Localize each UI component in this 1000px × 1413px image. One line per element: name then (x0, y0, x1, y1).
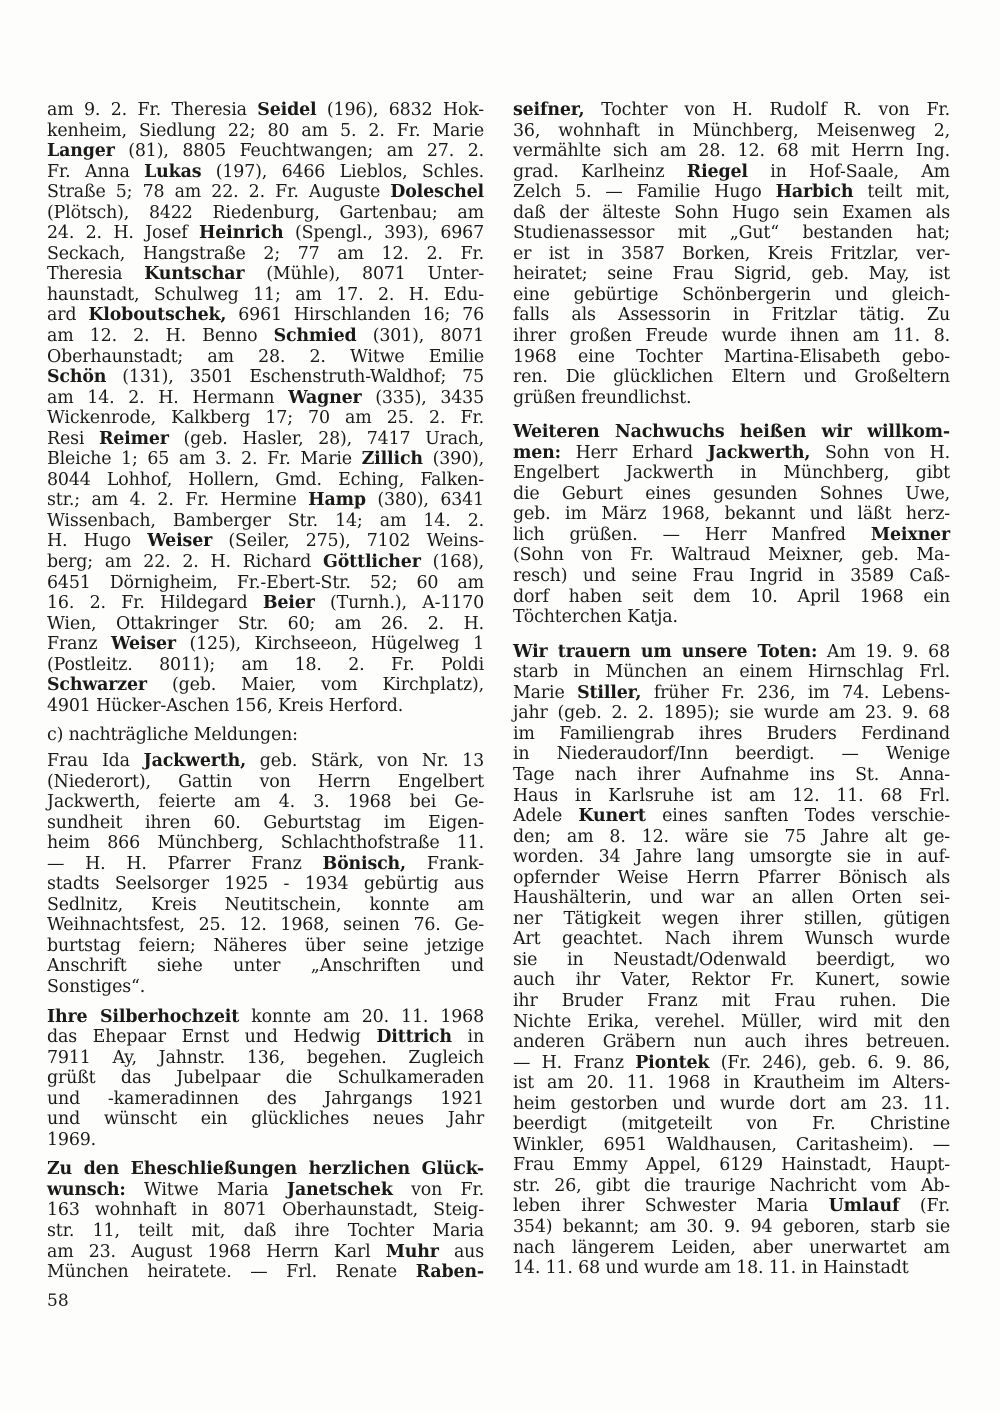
bold-name: wunsch: (47, 1179, 126, 1200)
text-run: 1969. (47, 1129, 97, 1150)
bold-name: Schön (47, 367, 107, 388)
text-line (513, 326, 950, 347)
text-line (513, 1196, 950, 1217)
text-run: sundheit ihren 60. Geburtstag im Eigen- (47, 812, 484, 833)
text-line (47, 388, 484, 409)
text-run: Sedlnitz, Kreis Neutitschein, konnte am (47, 894, 484, 915)
text-run: (geb. Maier, vom Kirchplatz), (146, 675, 484, 696)
text-run: 7911 Ay, Jahnstr. 136, begehen. Zugleich (47, 1047, 484, 1068)
text-run: anderen Gräbern nun auch ihres betreuen. (513, 1032, 950, 1053)
text-run: — H. H. Pfarrer Franz (47, 853, 323, 874)
text-run: Sonstiges“. (47, 976, 146, 997)
text-run: Frau Emmy Appel, 6129 Hainstadt, Haupt- (513, 1155, 950, 1176)
text-line (47, 162, 484, 183)
text-run: grad. Karlheinz (513, 161, 687, 182)
text-line (47, 1027, 484, 1048)
text-run: Jackwerth, feierte am 4. 3. 1968 bei Ge- (47, 792, 484, 813)
text-run: in Niederaudorf/Inn beerdigt. — Wenige (513, 744, 950, 765)
text-line (513, 162, 950, 183)
text-line (47, 936, 484, 957)
text-line (47, 573, 484, 594)
bold-name: Schwarzer (47, 675, 147, 696)
text-run: Art geachtet. Nach ihrem Wunsch wurde (513, 929, 950, 950)
text-line (513, 703, 950, 724)
text-line (47, 977, 484, 998)
text-run: von Fr. (392, 1179, 484, 1200)
text-run: Resi (47, 428, 99, 449)
text-line (47, 1159, 484, 1180)
text-run: (196), 6832 Hok- (316, 100, 485, 120)
bold-name: Bönisch, (322, 853, 406, 874)
text-run: beerdigt (mitgeteilt von Fr. Christine (513, 1114, 950, 1135)
text-run: am 23. August 1968 Herrn Karl (47, 1241, 386, 1262)
text-run: den; am 8. 12. wäre sie 75 Jahre alt ge- (513, 826, 950, 847)
text-line (513, 264, 950, 285)
bold-name: Schmied (273, 326, 357, 347)
bold-name: Hamp (308, 490, 366, 511)
text-run: — H. Franz (513, 1052, 636, 1073)
silver-wedding-paragraph (47, 1007, 484, 1151)
text-run: auch ihr Vater, Rektor Fr. Kunert, sowie (513, 970, 950, 991)
text-line (513, 545, 950, 566)
text-line (47, 223, 484, 244)
bold-name: Beier (262, 593, 315, 614)
text-line (47, 1242, 484, 1263)
text-run: (301), 8071 (356, 326, 484, 347)
text-run: heim gestorben und wurde dort am 23. 11. (513, 1093, 950, 1114)
text-line (513, 868, 950, 889)
text-run: Fr. Anna (47, 161, 145, 182)
text-line (47, 470, 484, 491)
text-run: vermählte sich am 28. 12. 68 mit Herrn Ing. (513, 141, 950, 162)
text-line (47, 1109, 484, 1130)
text-line (513, 1094, 950, 1115)
text-line (513, 484, 950, 505)
text-line (513, 662, 950, 683)
text-line (47, 264, 484, 285)
bold-name: Zu den Eheschließungen herzlichen Glück- (47, 1159, 484, 1180)
text-run: grüßen freundlichst. (513, 387, 692, 408)
text-run: (Mühle), 8071 Unter- (244, 264, 484, 285)
text-run: in (451, 1027, 484, 1048)
late-reports-paragraph (47, 751, 484, 998)
text-line (513, 607, 950, 628)
text-line (513, 929, 950, 950)
bold-name: Meixner (870, 524, 950, 545)
text-run: heim 866 Münchberg, Schlachthofstraße 11. (47, 833, 484, 854)
text-run: Theresia (47, 264, 145, 285)
text-run: teilt mit, (853, 182, 950, 203)
left-column (47, 100, 484, 1283)
text-line (47, 956, 484, 977)
text-run: (Spengl., 393), 6967 (283, 223, 484, 244)
text-line (47, 1221, 484, 1242)
text-run: ren. Die glücklichen Eltern und Großeltern (513, 367, 950, 388)
text-line (47, 244, 484, 265)
text-run: ner Tätigkeit wegen ihrer stillen, gütigen (513, 908, 950, 929)
text-run: jahr (geb. 2. 2. 1895); sie wurde am 23. 9. 68 (513, 703, 950, 724)
text-run: Marie (513, 682, 578, 703)
text-run: (197), 6466 Lieblos, Schles. (201, 161, 484, 182)
text-line (513, 744, 950, 765)
text-line (47, 772, 484, 793)
text-line (513, 1114, 950, 1135)
text-run: dorf haben seit dem 10. April 1968 ein (513, 586, 950, 607)
bold-name: Kunert (578, 806, 646, 827)
text-run: H. Hugo (47, 531, 148, 552)
text-run: Adele (513, 806, 579, 827)
text-line (513, 786, 950, 807)
births-paragraph (513, 422, 950, 627)
text-run: grüßt das Jubelpaar die Schulkameraden (47, 1068, 484, 1089)
bold-name: Weiser (110, 634, 176, 655)
text-run: Bleiche 1; 65 am 3. 2. Fr. Marie (47, 449, 362, 470)
text-run: 36, wohnhaft in Münchberg, Meisenweg 2, (513, 120, 950, 141)
bold-name: Göttlicher (323, 552, 421, 573)
text-run: Herr Erhard (560, 442, 708, 463)
text-run: Straße 5; 78 am 22. 2. Fr. Auguste (47, 182, 391, 203)
text-run: im Familiengrab ihres Bruders Ferdinand (513, 723, 950, 744)
page-number: 58 (47, 1291, 69, 1311)
text-line (513, 1012, 950, 1033)
text-line (47, 367, 484, 388)
text-run: (Postleitz. 8011); am 18. 2. Fr. Poldi (47, 654, 484, 675)
text-line (47, 203, 484, 224)
text-line (47, 347, 484, 368)
text-line (513, 888, 950, 909)
bold-name: Wir trauern um unsere Toten: (513, 641, 818, 662)
text-run: am 12. 2. H. Benno (47, 326, 274, 347)
text-run: aus (438, 1241, 485, 1262)
text-line (47, 634, 484, 655)
text-line (47, 141, 484, 162)
text-line (513, 642, 950, 663)
text-run: Witwe Maria (125, 1179, 287, 1200)
obituaries-paragraph (513, 642, 950, 1279)
text-run: starb in München an einem Hirnschlag Frl. (513, 662, 950, 683)
birthdays-continued-paragraph (47, 100, 484, 716)
text-run: Nichte Erika, verehel. Müller, wird mit den (513, 1011, 950, 1032)
text-line (513, 504, 950, 525)
text-line (513, 1176, 950, 1197)
late-reports-heading: c) nachträgliche Meldungen: (47, 725, 298, 746)
bold-name: Wagner (288, 387, 362, 408)
text-run: eines sanften Todes verschie- (645, 806, 950, 827)
text-line (513, 683, 950, 704)
text-run: München heiratete. — Frl. Renate (47, 1262, 416, 1283)
text-run: 14. 11. 68 und wurde am 18. 11. in Hainstadt (513, 1258, 909, 1279)
text-run: ihr Bruder Franz mit Frau ruhen. Die (513, 990, 950, 1011)
text-run: (Fr. (899, 1196, 950, 1217)
text-run: resch) und seine Frau Ingrid in 3589 Caß- (513, 566, 950, 587)
text-line (47, 121, 484, 142)
text-run: am 14. 2. H. Hermann (47, 387, 289, 408)
text-run: konnte am 20. 11. 1968 (239, 1006, 484, 1027)
text-line (513, 587, 950, 608)
bold-name: Muhr (385, 1241, 439, 1262)
text-line (47, 874, 484, 895)
text-run: (81), 8805 Feuchtwangen; am 27. 2. (114, 141, 484, 162)
text-run: Oberhaunstadt; am 28. 2. Witwe Emilie (47, 346, 484, 367)
bold-name: Jackwerth, (707, 442, 811, 463)
text-line (513, 367, 950, 388)
text-run: leben ihrer Schwester Maria (513, 1196, 829, 1217)
bold-name: Kuntschar (144, 264, 245, 285)
text-run: (Fr. 246), geb. 6. 9. 86, (709, 1052, 950, 1073)
text-line (47, 490, 484, 511)
text-line (513, 1155, 950, 1176)
text-run: 1968 eine Tochter Martina-Elisabeth gebo- (513, 346, 950, 367)
text-line (47, 408, 484, 429)
text-run: berg; am 22. 2. H. Richard (47, 552, 324, 573)
text-line (513, 765, 950, 786)
text-run: str. 26, gibt die traurige Nachricht vom Ab- (513, 1175, 950, 1196)
bold-name: Langer (47, 141, 115, 162)
text-line (513, 806, 950, 827)
bold-name: Riegel (686, 161, 748, 182)
text-line (47, 531, 484, 552)
text-run: 16. 2. Fr. Hildegard (47, 593, 263, 614)
text-line (513, 285, 950, 306)
text-run: nach längerem Leiden, aber unerwartet am (513, 1237, 950, 1258)
bold-name: Stiller, (577, 682, 642, 703)
text-run: die Geburt eines gesunden Sohnes Uwe, (513, 483, 950, 504)
text-line (513, 100, 950, 121)
text-run: Frank- (405, 853, 484, 874)
text-run: ihrer großen Freude wurde ihnen am 11. 8. (513, 326, 950, 347)
text-line (513, 1032, 950, 1053)
text-run: früher Fr. 236, im 74. Lebens- (641, 682, 950, 703)
text-line (513, 1258, 950, 1279)
text-line (513, 244, 950, 265)
text-run: ard (47, 305, 89, 326)
text-run: und wünscht ein glückliches neues Jahr (47, 1109, 484, 1130)
text-run: 354) bekannt; am 30. 9. 94 geboren, starb sie (513, 1216, 950, 1237)
bold-name: Lukas (144, 161, 202, 182)
text-line (47, 1262, 484, 1283)
text-run: 163 wohnhaft in 8071 Oberhaunstadt, Steig- (47, 1200, 484, 1221)
text-run: Frau Ida (47, 750, 144, 771)
text-line (47, 1130, 484, 1151)
text-line (513, 1073, 950, 1094)
text-run: Wien, Ottakringer Str. 60; am 26. 2. H. (47, 613, 484, 634)
text-run: falls als Assessorin in Fritzlar tätig. Zu (513, 305, 950, 326)
bold-name: Harbich (775, 182, 854, 203)
bold-name: Dittrich (376, 1027, 452, 1048)
text-run: Zelch 5. — Familie Hugo (513, 182, 776, 203)
text-line (513, 525, 950, 546)
text-run: heiratet; seine Frau Sigrid, geb. May, ist (513, 264, 950, 285)
text-run: Haus in Karlsruhe ist am 12. 11. 68 Frl. (513, 785, 950, 806)
text-line (513, 121, 950, 142)
text-run: 6961 Hirschlanden 16; 76 (226, 305, 484, 326)
text-run: str.; am 4. 2. Fr. Hermine (47, 490, 309, 511)
text-run: daß der älteste Sohn Hugo sein Examen als (513, 202, 950, 223)
text-line (47, 895, 484, 916)
text-run: geb. Stärk, von Nr. 13 (246, 750, 484, 771)
text-run: Tochter von H. Rudolf R. von Fr. (584, 100, 950, 120)
text-line (47, 833, 484, 854)
text-run: (Niederort), Gattin von Herrn Engelbert (47, 771, 484, 792)
text-line (513, 991, 950, 1012)
text-run: Studienassessor mit „Gut“ bestanden hat; (513, 223, 950, 244)
text-line (47, 1200, 484, 1221)
text-line (47, 511, 484, 532)
text-run: Töchterchen Katja. (513, 607, 678, 628)
bold-name: Piontek (635, 1052, 710, 1073)
text-line (47, 675, 484, 696)
text-line (47, 792, 484, 813)
text-line (513, 847, 950, 868)
text-line (513, 347, 950, 368)
text-line (513, 1135, 950, 1156)
text-run: Franz (47, 634, 111, 655)
text-line (513, 909, 950, 930)
text-line (47, 429, 484, 450)
text-run: am 9. 2. Fr. Theresia (47, 100, 258, 120)
text-line (47, 1068, 484, 1089)
text-line (47, 854, 484, 875)
text-run: stadts Seelsorger 1925 - 1934 gebürtig aus (47, 874, 484, 895)
bold-name: men: (513, 442, 561, 463)
bold-name: seifner, (513, 100, 585, 120)
text-run: Seckach, Hangstraße 2; 77 am 12. 2. Fr. (47, 243, 484, 264)
text-run: (125), Kirchseeon, Hügelweg 1 (175, 634, 484, 655)
text-line (513, 141, 950, 162)
text-line (513, 970, 950, 991)
text-line (513, 182, 950, 203)
text-run: in Hof-Saale, Am (747, 161, 950, 182)
text-line (47, 449, 484, 470)
text-line (513, 223, 950, 244)
bold-name: Janetschek (286, 1179, 393, 1200)
text-line (47, 100, 484, 121)
text-run: opfernder Weise Herrn Pfarrer Bönisch als (513, 867, 950, 888)
text-run: und -kameradinnen des Jahrgangs 1921 (47, 1088, 484, 1109)
bold-name: Raben- (415, 1262, 484, 1283)
text-line (513, 1053, 950, 1074)
text-line (513, 827, 950, 848)
text-run: sie in Neustadt/Odenwald beerdigt, wo (513, 949, 950, 970)
text-run: Weihnachtsfest, 25. 12. 1968, seinen 76. Ge- (47, 915, 484, 936)
text-line (513, 463, 950, 484)
bold-name: Doleschel (390, 182, 484, 203)
text-run: das Ehepaar Ernst und Hedwig (47, 1027, 377, 1048)
text-line (513, 1217, 950, 1238)
text-run: (380), 6341 (365, 490, 484, 511)
text-line (47, 813, 484, 834)
text-line (47, 696, 484, 717)
bold-name: Weiteren Nachwuchs heißen wir willkom- (513, 422, 950, 443)
text-line (47, 915, 484, 936)
bold-name: Zillich (361, 449, 423, 470)
text-run: worden. 34 Jahre lang umsorgte sie in auf- (513, 847, 950, 868)
text-line (513, 305, 950, 326)
text-line (513, 388, 950, 409)
text-run: (168), (420, 552, 484, 573)
text-run: eine gebürtige Schönbergerin und gleich- (513, 284, 950, 305)
text-line (513, 443, 950, 464)
text-run: str. 11, teilt mit, daß ihre Tochter Maria (47, 1220, 484, 1241)
text-line (47, 614, 484, 635)
bold-name: Umlauf (828, 1196, 900, 1217)
marriages-paragraph (47, 1159, 484, 1282)
text-line (47, 1007, 484, 1028)
text-run: Haushälterin, und war an allen Orten sei- (513, 888, 950, 909)
text-run: Sohn von H. (810, 442, 950, 463)
text-run: lich grüßen. — Herr Manfred (513, 524, 871, 545)
text-run: (Turnh.), A-1170 (314, 593, 484, 614)
text-run: (390), (422, 449, 484, 470)
bold-name: Jackwerth, (143, 750, 247, 771)
text-run: Wissenbach, Bamberger Str. 14; am 14. 2. (47, 510, 484, 531)
text-run: (Sohn von Fr. Waltraud Meixner, geb. Ma- (513, 545, 950, 566)
text-run: (Plötsch), 8422 Riedenburg, Gartenbau; am (47, 202, 484, 223)
bold-name: Reimer (98, 428, 169, 449)
text-line (513, 203, 950, 224)
text-line (513, 1238, 950, 1259)
text-line (513, 422, 950, 443)
right-column (513, 100, 950, 1279)
text-line (47, 1089, 484, 1110)
text-run: 24. 2. H. Josef (47, 223, 199, 244)
marriages-continued-paragraph (513, 100, 950, 408)
text-line (47, 305, 484, 326)
bold-name: Seidel (257, 100, 317, 120)
text-run: geb. im März 1968, bekannt und läßt herz- (513, 504, 950, 525)
text-line (47, 285, 484, 306)
text-line (513, 950, 950, 971)
text-line (47, 1180, 484, 1201)
text-line (47, 1048, 484, 1069)
text-line (47, 593, 484, 614)
bold-name: Weiser (147, 531, 213, 552)
text-line (47, 751, 484, 772)
text-run: kenheim, Siedlung 22; 80 am 5. 2. Fr. Marie (47, 120, 484, 141)
bold-name: Kloboutschek, (88, 305, 227, 326)
text-run: Winkler, 6951 Waldhausen, Caritasheim). — (513, 1134, 950, 1155)
text-run: (geb. Hasler, 28), 7417 Urach, (168, 428, 484, 449)
text-run: 8044 Lohhof, Hollern, Gmd. Eching, Falken- (47, 469, 484, 490)
text-line (47, 326, 484, 347)
text-line (513, 566, 950, 587)
text-line (47, 182, 484, 203)
text-run: Am 19. 9. 68 (817, 641, 951, 662)
text-run: 4901 Hücker-Aschen 156, Kreis Herford. (47, 695, 404, 716)
text-run: (131), 3501 Eschenstruth-Waldhof; 75 (106, 367, 484, 388)
text-run: (Seiler, 275), 7102 Weins- (212, 531, 484, 552)
text-line (513, 724, 950, 745)
text-run: 6451 Dörnigheim, Fr.-Ebert-Str. 52; 60 am (47, 572, 484, 593)
text-run: burtstag feiern; Näheres über seine jetzige (47, 935, 484, 956)
text-run: haunstadt, Schulweg 11; am 17. 2. H. Edu- (47, 284, 484, 305)
text-run: Wickenrode, Kalkberg 17; 70 am 25. 2. Fr. (47, 408, 484, 429)
text-line (47, 552, 484, 573)
text-run: Tage nach ihrer Aufnahme ins St. Anna- (513, 764, 950, 785)
bold-name: Ihre Silberhochzeit (47, 1006, 240, 1027)
text-line (47, 655, 484, 676)
text-run: (335), 3435 (361, 387, 485, 408)
bold-name: Heinrich (198, 223, 284, 244)
text-run: ist am 20. 11. 1968 in Krautheim im Alters- (513, 1073, 950, 1094)
text-run: Anschrift siehe unter „Anschriften und (47, 956, 484, 977)
text-run: Engelbert Jackwerth in Münchberg, gibt (513, 463, 950, 484)
text-run: er ist in 3587 Borken, Kreis Fritzlar, ver- (513, 243, 950, 264)
